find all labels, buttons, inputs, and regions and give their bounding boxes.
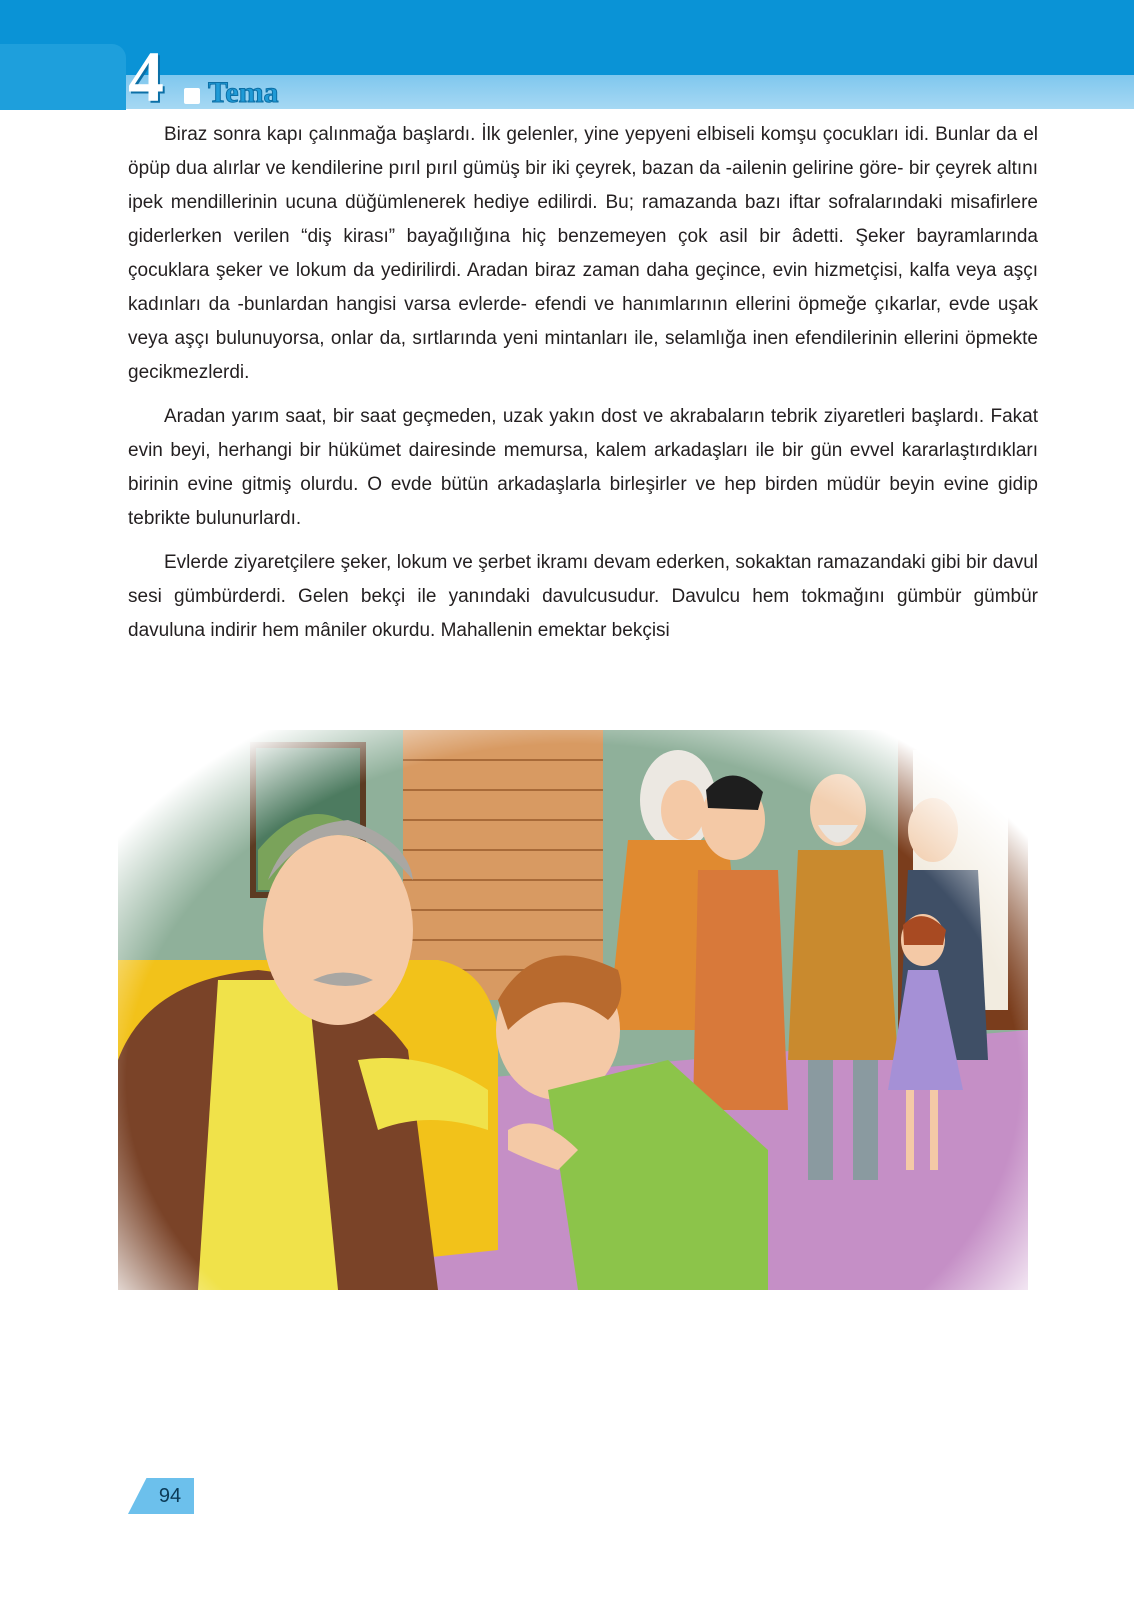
- page-number-tab: [128, 1478, 194, 1514]
- paragraph-3: Evlerde ziyaretçilere şeker, lokum ve şerbet ikramı devam ederken, sokaktan ramazandaki gibi bir davul sesi gümbürderdi. Gelen bekçi ile yanındaki davulcusudur. Davulcu hem tokmağını gümbür gümbür davuluna indirir hem mâniler okurdu. Mahallenin emektar bekçisi: [128, 552, 1038, 641]
- page-number: 94: [158, 1485, 182, 1507]
- theme-dot: [184, 88, 200, 104]
- paragraph-2: Aradan yarım saat, bir saat geçmeden, uzak yakın dost ve akrabaların tebrik ziyaretleri başlardı. Fakat evin beyi, herhangi bir hükümet dairesinde memursa, kalem arkadaşları ile bir gün evvel kararlaştırdıkları birinin evine gitmiş olurdu. O evde bütün arkadaşlarla birleşirler ve hep birden müdür beyin evine gidip tebrikte bulunurlardı.: [128, 406, 1038, 529]
- bottom-fade: [108, 1290, 1038, 1430]
- body-text: [128, 118, 1038, 658]
- illustration-svg: [108, 730, 1038, 1430]
- paragraph-1: Biraz sonra kapı çalınmağa başlardı. İlk gelenler, yine yepyeni elbiseli komşu çocukları idi. Bunlar da el öpüp dua alırlar ve kendilerine pırıl pırıl gümüş bir iki çeyrek, bazan da -ailenin gelirine göre- bir çeyrek altını ipek mendillerinin ucuna düğümlenerek hediye edilirdi. Bu; ramazanda bazı iftar sofralarındaki misafirlere giderlerken verilen “diş kirası” bayağılığına hiç benzemeyen çok asil bir âdetti. Şeker bayramlarında çocuklara şeker ve lokum da yedirilirdi. Aradan biraz zaman daha geçince, evin hizmetçisi, kalfa veya aşçı kadınları da -bunlardan hangisi varsa evlerde- efendi ve hanımlarının ellerini öpmeğe çıkarlar, evde uşak veya aşçı bulunuyorsa, onlar da, sırtlarında yeni mintanları ile, selamlığa inen efendilerinin ellerini öpmekte gecikmezlerdi.: [128, 124, 1038, 383]
- theme-tab-block: [0, 44, 126, 110]
- theme-title: Tema: [208, 76, 279, 109]
- bayram-illustration: [108, 730, 1038, 1430]
- theme-number: 4: [128, 37, 164, 117]
